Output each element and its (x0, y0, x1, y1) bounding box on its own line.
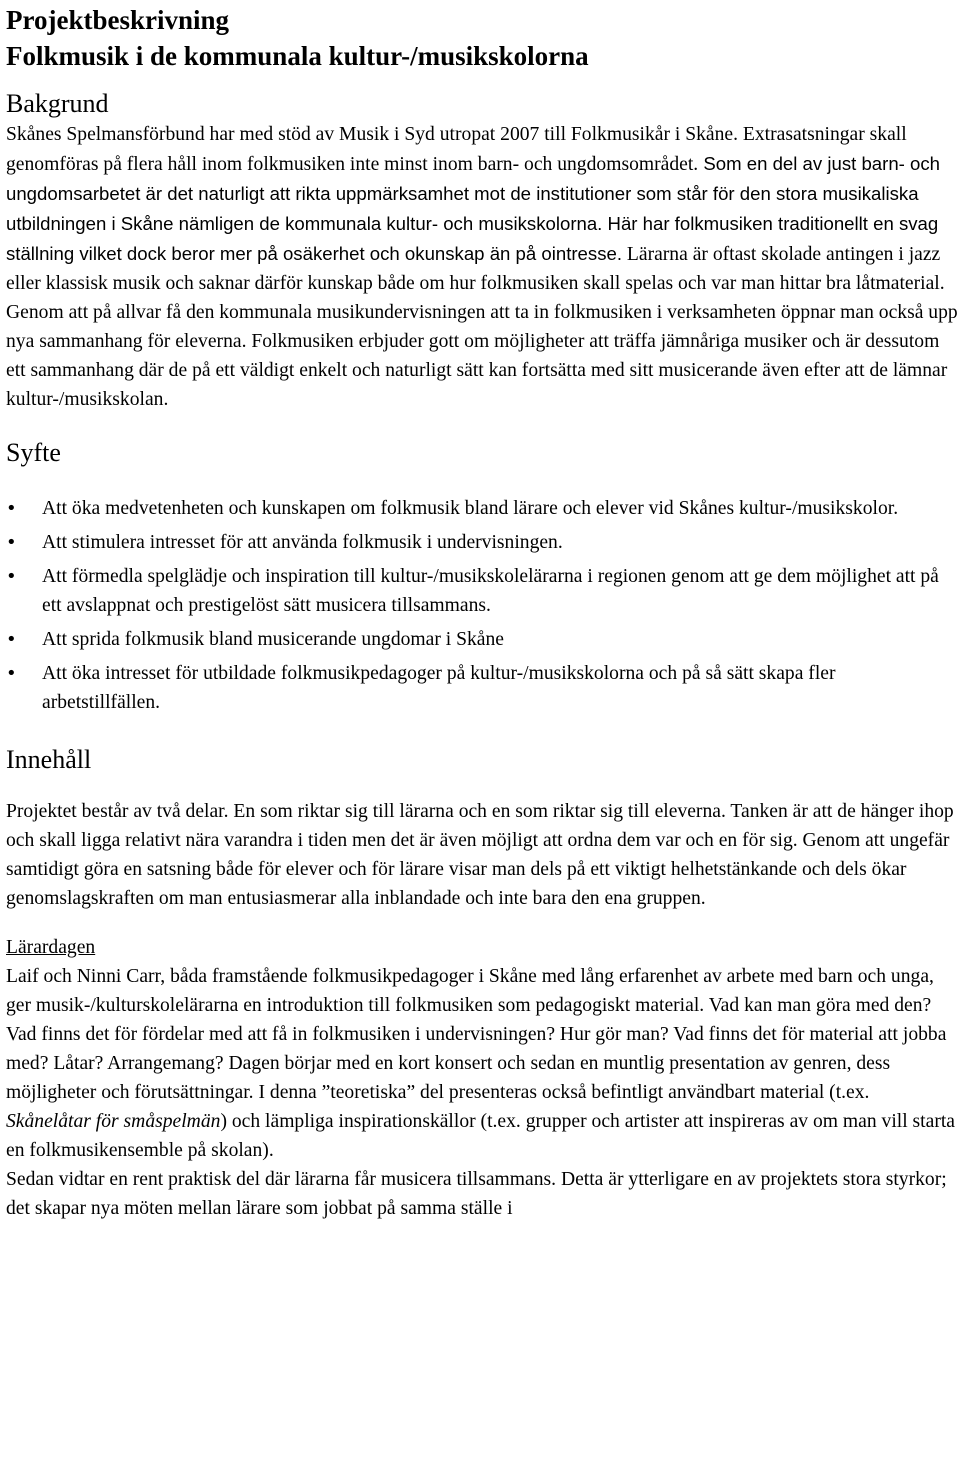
bullet-icon: • (6, 566, 17, 587)
bullet-icon: • (6, 498, 17, 519)
list-item (6, 625, 958, 654)
background-paragraph-2: Genom att på allvar få den kommunala musikundervisningen att ta in folkmusiken i verksamheten öppnar man också upp nya sammanhang för eleverna. Folkmusiken erbjuder gott om möjligheter att träffa jämnåriga musiker och är dessutom ett sammanhang där de på ett väldigt enkelt och naturligt sätt kan fortsätta med sitt musicerande även efter att de lämnar kultur-/musikskolan. (6, 302, 958, 410)
list-item (6, 562, 958, 620)
list-item (6, 528, 958, 557)
document-title (6, 0, 958, 74)
background-text-sans: Som en del av just barn- och ungdomsarbetet är det naturligt att rikta uppmärksamhet mot de institutioner som står för den stora musikaliska utbildningen i Skåne nämligen de kommunala kultur- och musikskolorna. Här har folkmusiken traditionellt en svag ställning vilket dock beror mer på osäkerhet och okunskap än på ointresse. (6, 153, 941, 264)
title-line-1: Projektbeskrivning (6, 5, 230, 35)
section-heading-purpose: Syfte (6, 438, 61, 467)
background-text-tail: Lärarna är oftast skolade antingen i jazz eller klassisk musik och saknar därför kunskap både om hur folkmusiken skall spelas och var man hittar bra låtmaterial. (6, 244, 945, 294)
bullet-icon: • (6, 629, 17, 650)
list-item-text: Att öka medvetenheten och kunskapen om folkmusik bland lärare och elever vid Skånes kultur-/musikskolor. (42, 498, 899, 519)
bullet-icon: • (6, 663, 17, 684)
content-paragraph-1: Projektet består av två delar. En som riktar sig till lärarna och en som riktar sig till eleverna. Tanken är att de hänger ihop och skall ligga relativt nära varandra i tiden men det är även möjligt att ordna dem var och en för sig. Genom att ungefär samtidigt göra en satsning både för elever och för lärare visar man dels på ett viktigt helhetstänkande och dels ökar genomslagskraften om man entusiasmerar alla inblandade och inte bara den ena gruppen. (6, 801, 954, 909)
list-item-text: Att öka intresset för utbildade folkmusikpedagoger på kultur-/musikskolorna och på så sätt skapa fler arbetstillfällen. (42, 663, 836, 713)
title-line-2: Folkmusik i de kommunala kultur-/musikskolorna (6, 41, 589, 71)
paragraph-text: ) och lämpliga inspirationskällor (t.ex. grupper och artister att inspireras av om man vill starta en folkmusikensemble på skolan). (6, 1111, 955, 1161)
book-title: Skånelåtar för småspelmän (6, 1111, 221, 1132)
purpose-list (6, 494, 958, 717)
list-item-text: Att stimulera intresset för att använda folkmusik i undervisningen. (42, 532, 563, 553)
background-text-serif: Skånes Spelmansförbund har med stöd av Musik i Syd utropat 2007 till Folkmusikår i Skåne. Extrasatsningar skall genomföras på flera håll inom folkmusiken inte minst inom barn- och ungdomsområdet. (6, 124, 907, 175)
section-heading-background: Bakgrund (6, 89, 109, 118)
content-paragraph-3: Sedan vidtar en rent praktisk del där lärarna får musicera tillsammans. Detta är ytterligare en av projektets stora styrkor; det skapar nya möten mellan lärare som jobbat på samma ställe i (6, 1169, 947, 1219)
list-item (6, 659, 958, 717)
section-heading-content: Innehåll (6, 745, 92, 774)
background-paragraph-1 (6, 120, 958, 298)
subheading-teacher-day: Lärardagen (6, 937, 96, 958)
list-item-text: Att förmedla spelglädje och inspiration till kultur-/musikskolelärarna i regionen genom att ge dem möjlighet att på ett avslappnat och prestigelöst sätt musicera tillsammans. (42, 566, 939, 616)
list-item (6, 494, 958, 523)
list-item-text: Att sprida folkmusik bland musicerande ungdomar i Skåne (42, 629, 504, 650)
paragraph-text: Laif och Ninni Carr, båda framstående folkmusikpedagoger i Skåne med lång erfarenhet av arbete med barn och unga, ger musik-/kulturskolelärarna en introduktion till folkmusiken som pedagogiskt material. Vad kan man göra med den? Vad finns det för fördelar med att få in folkmusiken i undervisningen? Hur gör man? Vad finns det för material att jobba med? Låtar? Arrangemang? Dagen börjar med en kort konsert och sedan en muntlig presentation av genren, dess möjligheter och förutsättningar. I denna ”teoretiska” del presenteras också befintligt användbart material (t.ex. (6, 966, 947, 1103)
bullet-icon: • (6, 532, 17, 553)
content-paragraph-2 (6, 962, 958, 1165)
